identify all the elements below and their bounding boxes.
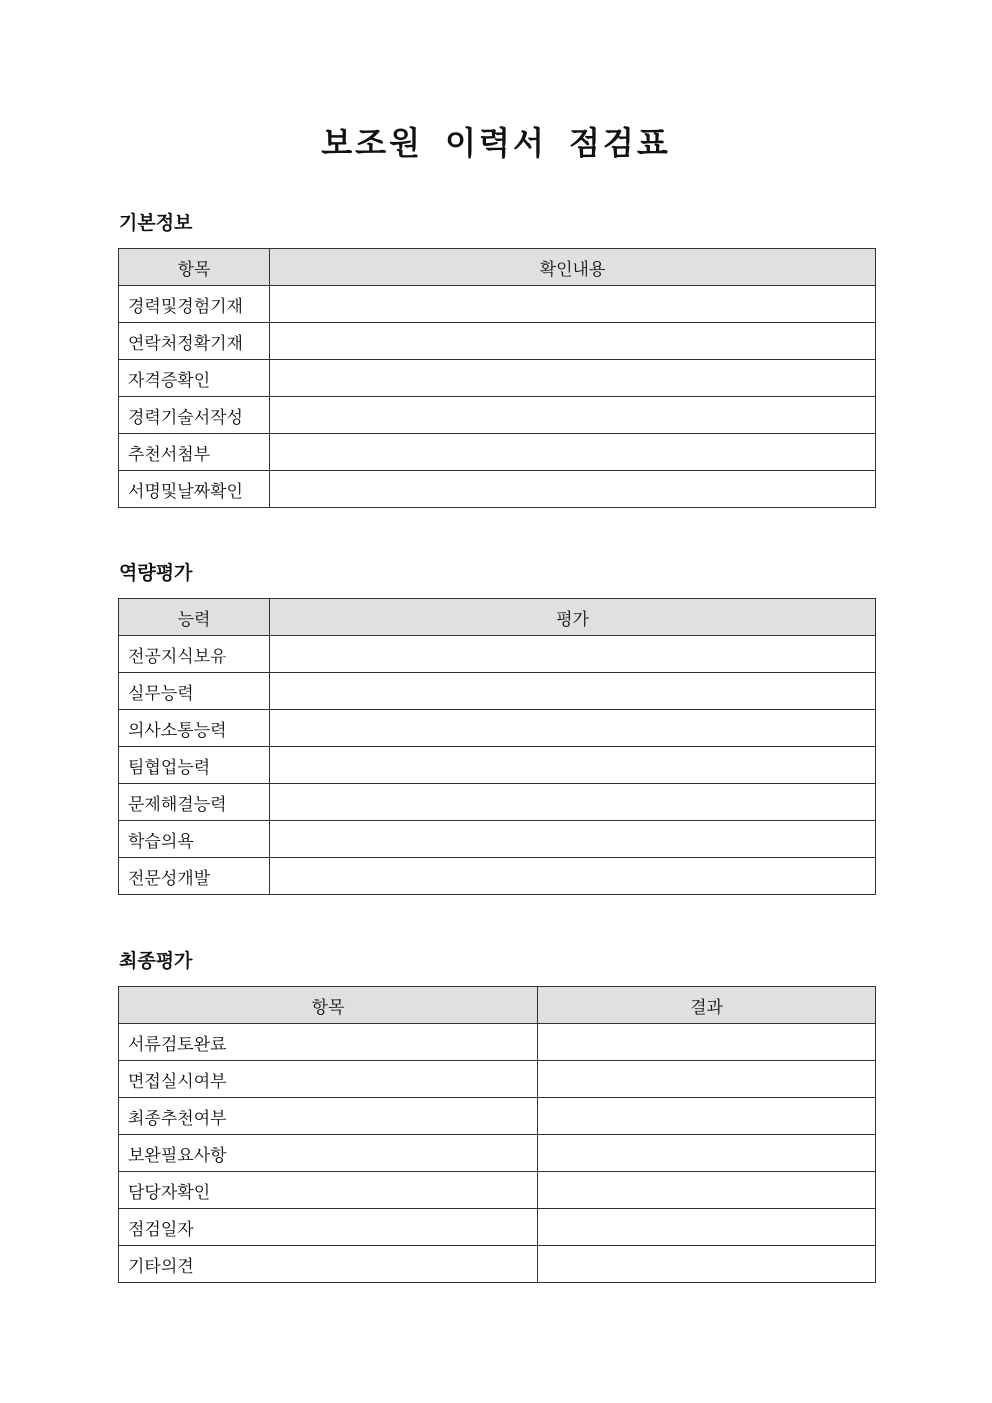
check-content-cell[interactable] <box>270 360 876 397</box>
row-label: 경력기술서작성 <box>119 397 270 434</box>
evaluation-cell[interactable] <box>270 710 876 747</box>
row-label: 추천서첨부 <box>119 434 270 471</box>
competency-table <box>118 598 876 895</box>
result-cell[interactable] <box>538 1246 876 1283</box>
row-label: 학습의욕 <box>119 821 270 858</box>
table-row <box>119 1024 876 1061</box>
basic-info-table <box>118 248 876 508</box>
row-label: 전문성개발 <box>119 858 270 895</box>
table-row <box>119 1098 876 1135</box>
row-label: 점검일자 <box>119 1209 538 1246</box>
row-label: 보완필요사항 <box>119 1135 538 1172</box>
row-label: 의사소통능력 <box>119 710 270 747</box>
table-row <box>119 471 876 508</box>
result-cell[interactable] <box>538 1098 876 1135</box>
column-header-check-content: 확인내용 <box>270 249 876 286</box>
result-cell[interactable] <box>538 1135 876 1172</box>
result-cell[interactable] <box>538 1024 876 1061</box>
column-header-result: 결과 <box>538 987 876 1024</box>
check-content-cell[interactable] <box>270 434 876 471</box>
result-cell[interactable] <box>538 1061 876 1098</box>
document-title: 보조원 이력서 점검표 <box>321 124 671 162</box>
evaluation-cell[interactable] <box>270 673 876 710</box>
row-label: 면접실시여부 <box>119 1061 538 1098</box>
column-header-ability: 능력 <box>119 599 270 636</box>
final-evaluation-table <box>118 986 876 1283</box>
table-header-row <box>119 987 876 1024</box>
table-row <box>119 360 876 397</box>
check-content-cell[interactable] <box>270 323 876 360</box>
check-content-cell[interactable] <box>270 286 876 323</box>
row-label: 서류검토완료 <box>119 1024 538 1061</box>
result-cell[interactable] <box>538 1209 876 1246</box>
table-row <box>119 784 876 821</box>
row-label: 담당자확인 <box>119 1172 538 1209</box>
row-label: 팀협업능력 <box>119 747 270 784</box>
evaluation-cell[interactable] <box>270 821 876 858</box>
row-label: 문제해결능력 <box>119 784 270 821</box>
section-heading-competency: 역량평가 <box>119 562 193 584</box>
check-content-cell[interactable] <box>270 397 876 434</box>
evaluation-cell[interactable] <box>270 784 876 821</box>
row-label: 전공지식보유 <box>119 636 270 673</box>
row-label: 경력및경험기재 <box>119 286 270 323</box>
table-row <box>119 1061 876 1098</box>
table-row <box>119 1135 876 1172</box>
column-header-item: 항목 <box>119 249 270 286</box>
row-label: 자격증확인 <box>119 360 270 397</box>
column-header-item: 항목 <box>119 987 538 1024</box>
table-row <box>119 323 876 360</box>
table-row <box>119 821 876 858</box>
table-row <box>119 1172 876 1209</box>
table-row <box>119 434 876 471</box>
column-header-evaluation: 평가 <box>270 599 876 636</box>
row-label: 서명및날짜확인 <box>119 471 270 508</box>
check-content-cell[interactable] <box>270 471 876 508</box>
section-heading-basic-info: 기본정보 <box>119 212 193 234</box>
row-label: 최종추천여부 <box>119 1098 538 1135</box>
evaluation-cell[interactable] <box>270 747 876 784</box>
evaluation-cell[interactable] <box>270 636 876 673</box>
table-row <box>119 1209 876 1246</box>
result-cell[interactable] <box>538 1172 876 1209</box>
row-label: 기타의견 <box>119 1246 538 1283</box>
table-header-row <box>119 599 876 636</box>
table-row <box>119 1246 876 1283</box>
row-label: 연락처정확기재 <box>119 323 270 360</box>
evaluation-cell[interactable] <box>270 858 876 895</box>
table-row <box>119 636 876 673</box>
table-row <box>119 858 876 895</box>
section-heading-final: 최종평가 <box>119 950 193 972</box>
table-row <box>119 747 876 784</box>
row-label: 실무능력 <box>119 673 270 710</box>
table-row <box>119 397 876 434</box>
table-row <box>119 710 876 747</box>
table-header-row <box>119 249 876 286</box>
table-row <box>119 286 876 323</box>
table-row <box>119 673 876 710</box>
